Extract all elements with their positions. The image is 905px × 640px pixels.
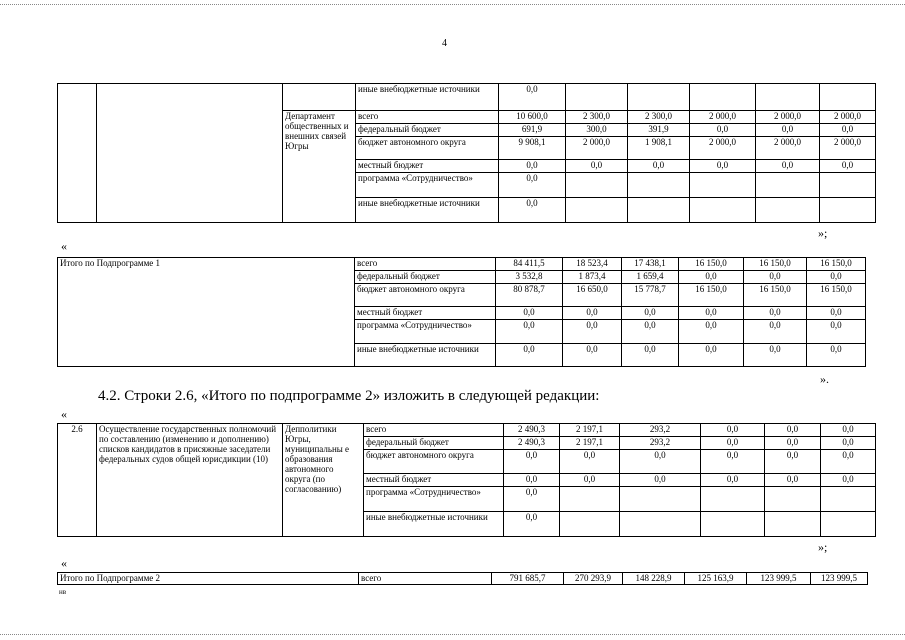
table-row: бюджет автономного округа 9 908,1 2 000,0 1 908,1 2 000,0 2 000,0 2 000,0 (58, 137, 876, 160)
row-label: федеральный бюджет (355, 271, 496, 284)
table-row: иные внебюджетные источники 0,0 0,0 0,0 0,0 0,0 0,0 (58, 344, 866, 367)
row-label: всего (364, 424, 504, 437)
row-label: всего (356, 111, 499, 124)
table-row: программа «Сотрудничество» 0,0 (58, 173, 876, 198)
row-label: бюджет автономного округа (356, 137, 499, 160)
row-executor: Депполитики Югры, муниципальны е образования автономного округа (по согласованию) (283, 424, 364, 537)
table-row: бюджет автономного округа 80 878,7 16 650,0 15 778,7 16 150,0 16 150,0 16 150,0 (58, 284, 866, 307)
table-subprogram-2-total (57, 572, 868, 585)
row-label: иные внебюджетные источники (356, 198, 499, 223)
page-number: 4 (442, 38, 447, 49)
footer-mark: нв (59, 588, 67, 596)
table-row: федеральный бюджет 2 490,3 2 197,1 293,2 0,0 0,0 0,0 (58, 437, 876, 450)
table-row: бюджет автономного округа 0,0 0,0 0,0 0,0 0,0 0,0 (58, 450, 876, 474)
table-row: местный бюджет 0,0 0,0 0,0 0,0 0,0 0,0 (58, 474, 876, 487)
table-row: Итого по Подпрограмме 2 всего 791 685,7 270 293,9 148 228,9 125 163,9 123 999,5 123 999,5 (58, 573, 868, 585)
row-label: иные внебюджетные источники (356, 84, 499, 111)
scan-top-edge (0, 4, 905, 5)
table-subprogram-1-total (57, 257, 866, 367)
row-label: местный бюджет (356, 160, 499, 173)
table-dept-external-relations (57, 83, 876, 223)
table-row: местный бюджет 0,0 0,0 0,0 0,0 0,0 0,0 (58, 160, 876, 173)
scan-bottom-edge (0, 634, 905, 635)
table-row: федеральный бюджет 3 532,8 1 873,4 1 659,4 0,0 0,0 0,0 (58, 271, 866, 284)
row-label: федеральный бюджет (356, 124, 499, 137)
row-label: местный бюджет (355, 307, 496, 320)
row-label: программа «Сотрудничество» (355, 320, 496, 344)
table-row: программа «Сотрудничество» 0,0 0,0 0,0 0,0 0,0 0,0 (58, 320, 866, 344)
section-heading: 4.2. Строки 2.6, «Итого по подпрограмме 2» изложить в следующей редакции: (98, 388, 600, 404)
opening-quote-4: « (61, 556, 67, 570)
closing-quote-3: »; (818, 540, 828, 554)
closing-quote-2: ». (820, 372, 829, 386)
row-number: 2.6 (58, 424, 97, 537)
row-label: бюджет автономного округа (355, 284, 496, 307)
table-row: Итого по Подпрограмме 1 всего 84 411,5 18 523,4 17 438,1 16 150,0 16 150,0 16 150,0 (58, 258, 866, 271)
table-row: федеральный бюджет 691,9 300,0 391,9 0,0 0,0 0,0 (58, 124, 876, 137)
total-title: Итого по Подпрограмме 1 (58, 258, 355, 367)
row-label: федеральный бюджет (364, 437, 504, 450)
table-row: программа «Сотрудничество» 0,0 (58, 487, 876, 512)
table-row: иные внебюджетные источники 0,0 (58, 198, 876, 223)
row-label: иные внебюджетные источники (355, 344, 496, 367)
table-row: 2.6 Осуществление государственных полномочий по составлению (изменению и дополнению) списков кандидатов в присяжные заседатели федеральных судов общей юрисдикции (10) Депполитики Югры, муниципальны е образования автономного округа (по согласованию) всего 2 490,3 2 197,1 293,2 0,0 0,0 0,0 (58, 424, 876, 437)
table-row: местный бюджет 0,0 0,0 0,0 0,0 0,0 0,0 (58, 307, 866, 320)
table-row: иные внебюджетные источники 0,0 (58, 84, 876, 111)
table-row-2-6 (57, 423, 876, 537)
row-description: Осуществление государственных полномочий по составлению (изменению и дополнению) списков кандидатов в присяжные заседатели федеральных судов общей юрисдикции (10) (97, 424, 283, 537)
row-label: программа «Сотрудничество» (356, 173, 499, 198)
row-label: всего (359, 573, 492, 585)
opening-quote-3: « (61, 407, 67, 421)
dept-name: Департамент общественных и внешних связей Югры (283, 111, 356, 223)
row-label: бюджет автономного округа (364, 450, 504, 474)
closing-quote-1: »; (818, 226, 828, 240)
row-label: иные внебюджетные источники (364, 512, 504, 537)
row-label: программа «Сотрудничество» (364, 487, 504, 512)
row-label: всего (355, 258, 496, 271)
table-row: иные внебюджетные источники 0,0 (58, 512, 876, 537)
table-row: Департамент общественных и внешних связей Югры всего 10 600,0 2 300,0 2 300,0 2 000,0 2 000,0 2 000,0 (58, 111, 876, 124)
total-title: Итого по Подпрограмме 2 (58, 573, 359, 585)
opening-quote-2: « (61, 239, 67, 253)
row-label: местный бюджет (364, 474, 504, 487)
